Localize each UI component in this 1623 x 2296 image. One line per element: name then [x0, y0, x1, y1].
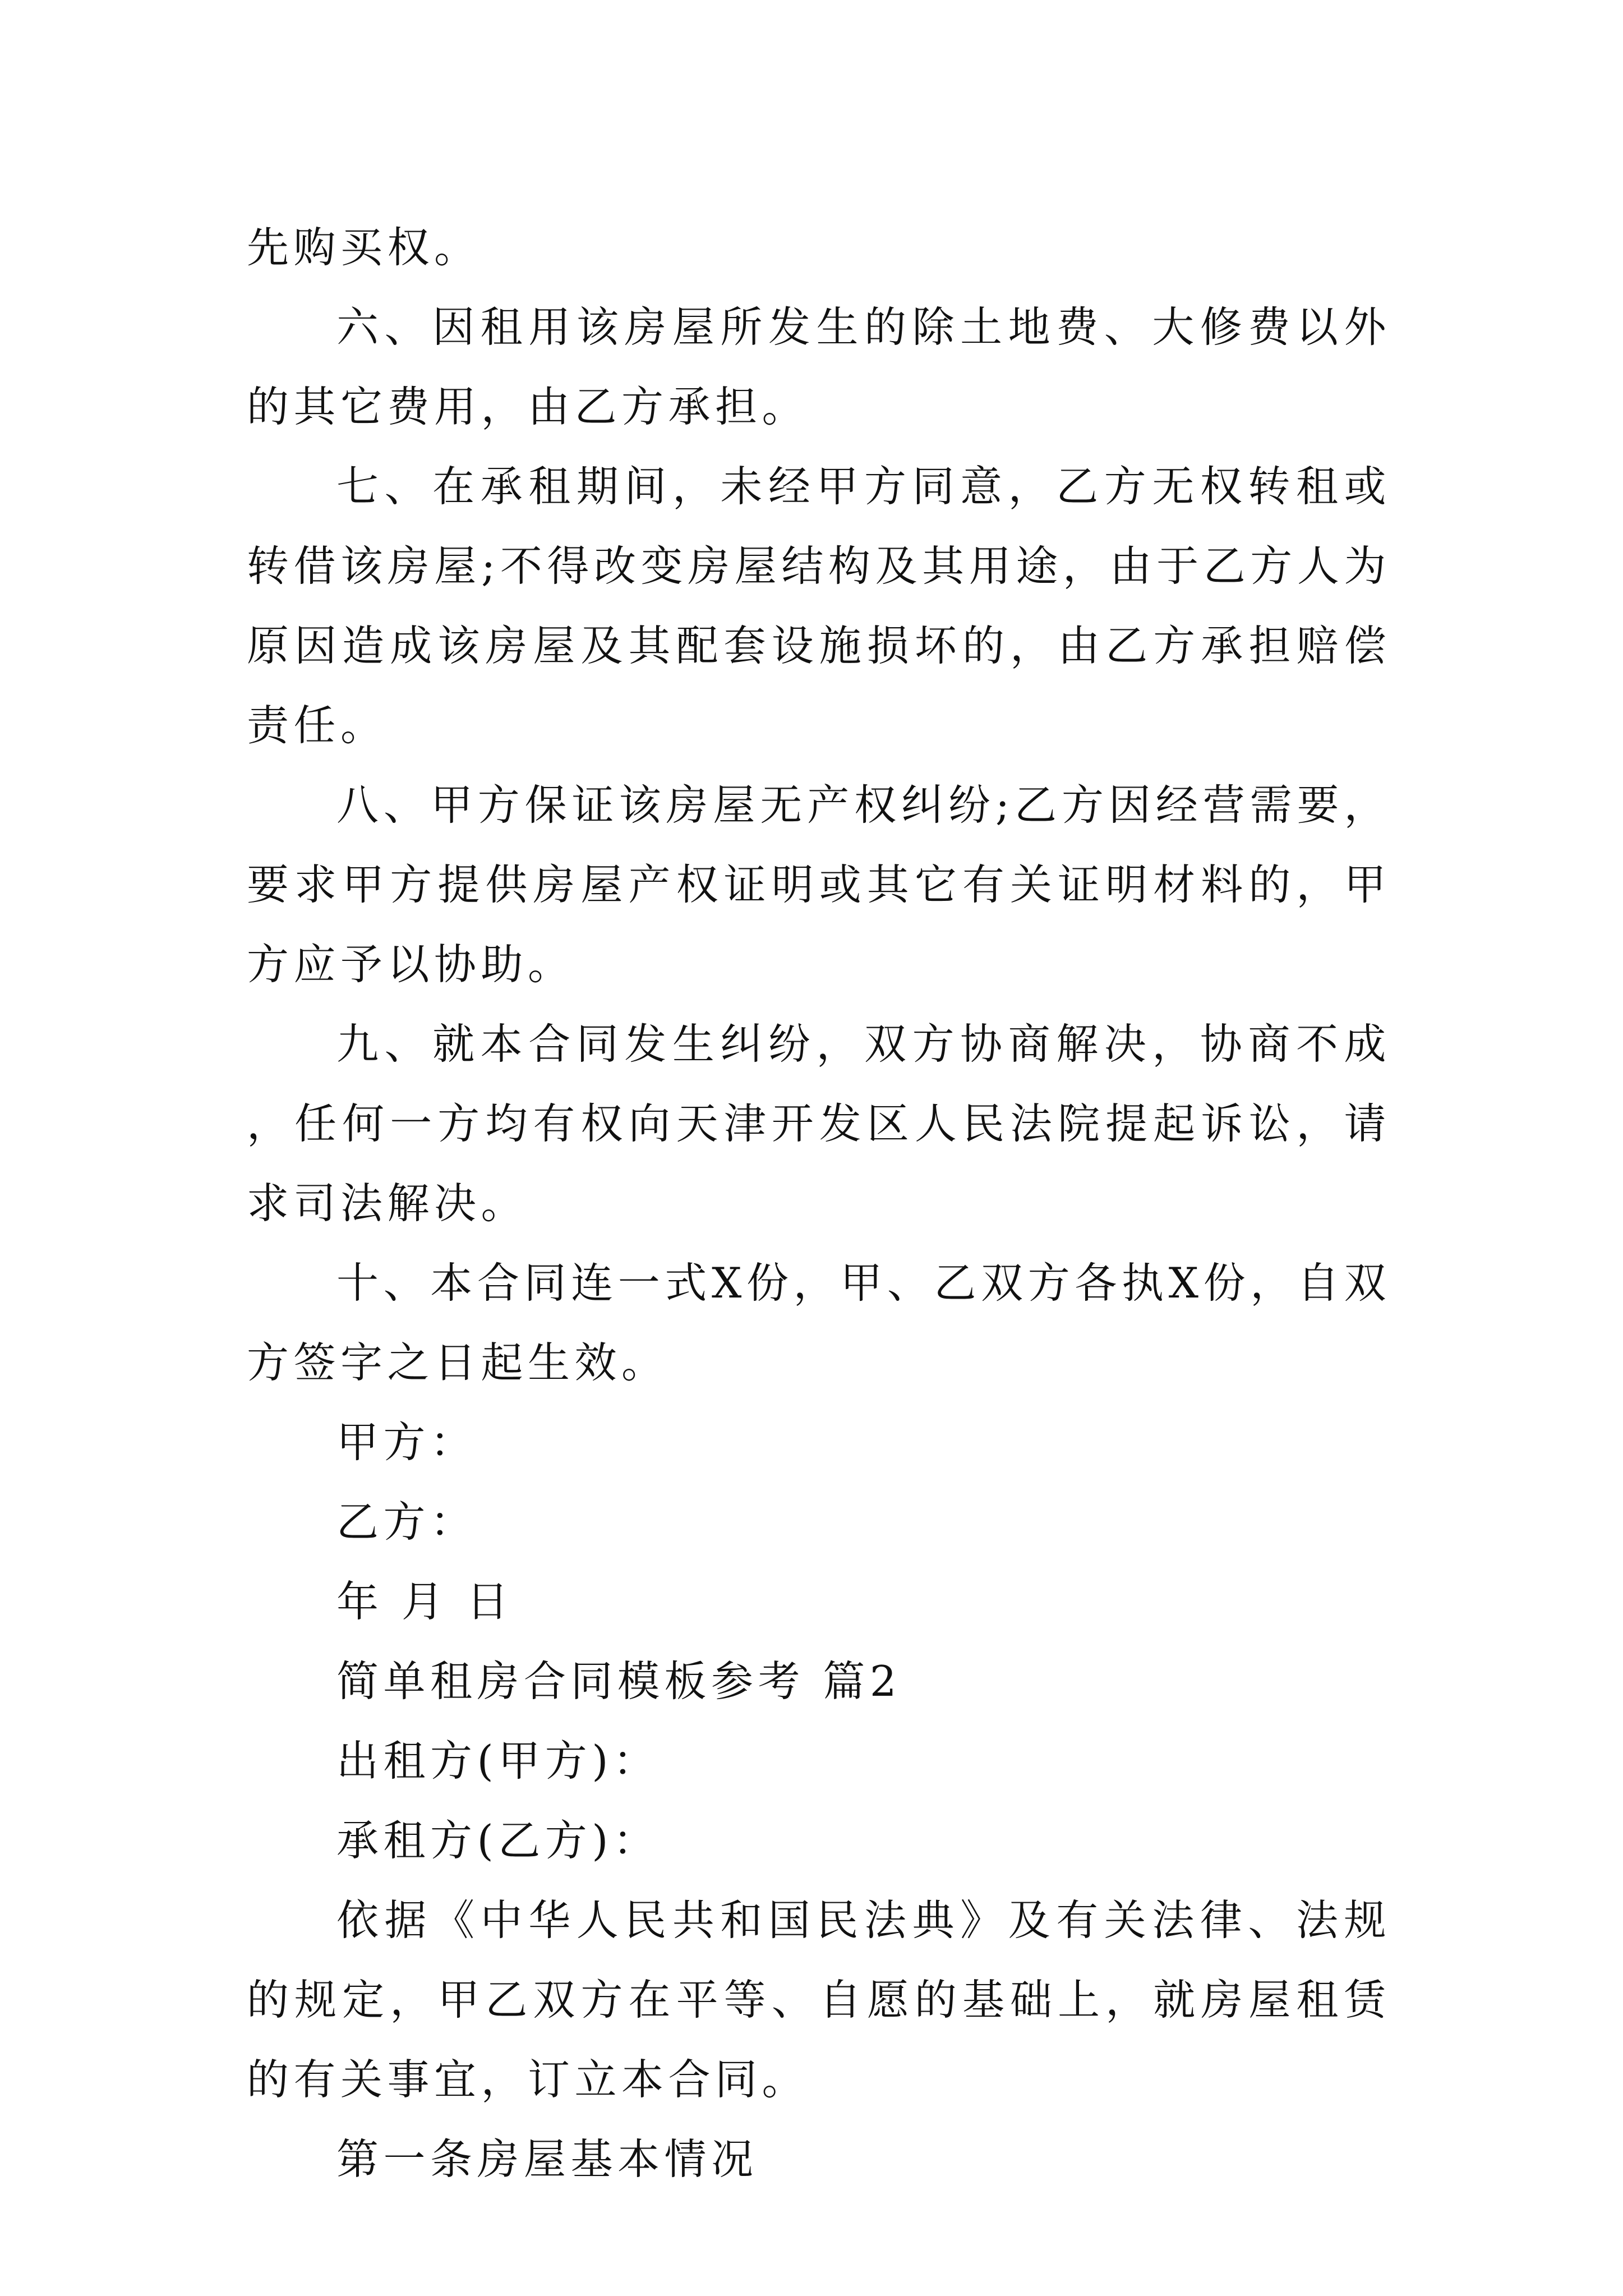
clause-6: 六、因租用该房屋所发生的除土地费、大修费以外的其它费用，由乙方承担。: [247, 302, 1391, 431]
lessee-line: 承租方(乙方)：: [336, 1816, 660, 1865]
party-b-signature-line: 乙方：: [336, 1497, 477, 1547]
article-1-heading: 第一条房屋基本情况: [336, 2134, 758, 2184]
date-line: 年 月 日: [336, 1577, 514, 1626]
clause-10: 十、本合同连一式X份，甲、乙双方各执X份，自双方签字之日起生效。: [247, 1258, 1391, 1387]
document-body: [247, 208, 1391, 2199]
lessor-line: 出租方(甲方)：: [336, 1736, 660, 1786]
clause-8: 八、甲方保证该房屋无产权纠纷;乙方因经营需要，要求甲方提供房屋产权证明或其它有关证明材料的，甲方应予以协助。: [247, 780, 1391, 989]
preamble: 依据《中华人民共和国民法典》及有关法律、法规的规定，甲乙双方在平等、自愿的基础上，就房屋租赁的有关事宜，订立本合同。: [247, 1895, 1391, 2104]
clause-7: 七、在承租期间，未经甲方同意，乙方无权转租或转借该房屋;不得改变房屋结构及其用途，由于乙方人为原因造成该房屋及其配套设施损坏的，由乙方承担赔偿责任。: [247, 462, 1391, 750]
clause-9: 九、就本合同发生纠纷，双方协商解决，协商不成，任何一方均有权向天津开发区人民法院提起诉讼，请求司法解决。: [247, 1019, 1391, 1228]
party-a-signature-line: 甲方：: [336, 1418, 477, 1467]
section-title: 简单租房合同模板参考 篇2: [336, 1657, 902, 1706]
paragraph-continuation: 先购买权。: [247, 223, 481, 272]
